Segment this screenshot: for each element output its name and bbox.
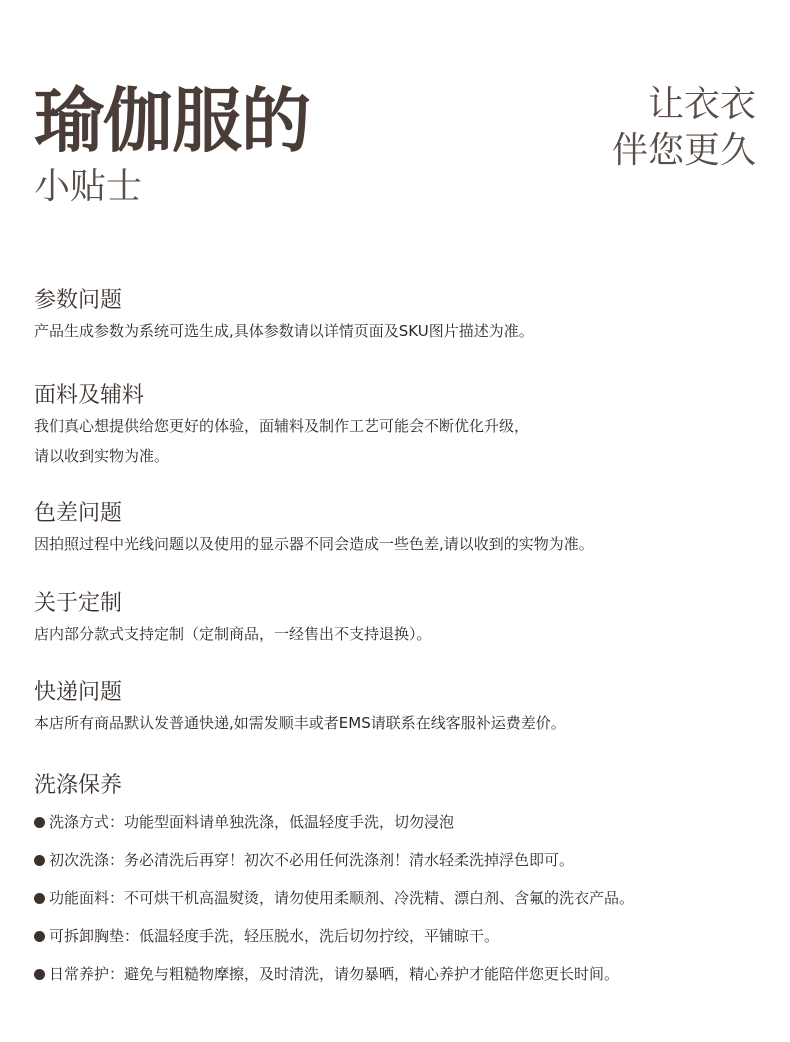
bullet-icon: [34, 893, 45, 904]
slogan-line-1: 让衣衣: [647, 84, 756, 125]
section-text: 店内部分款式支持定制（定制商品，一经售出不支持退换）。: [34, 625, 432, 643]
care-item-text: 功能面料：不可烘干机高温熨烫，请勿使用柔顺剂、冷洗精、漂白剂、含氟的洗衣产品。: [49, 889, 635, 907]
care-item-text: 可拆卸胸垫：低温轻度手洗，轻压脱水，洗后切勿拧绞，平铺晾干。: [49, 927, 500, 945]
section-heading: 面料及辅料: [34, 383, 145, 408]
list-item: [34, 841, 634, 879]
page-title: 瑜伽服的: [34, 80, 310, 162]
bullet-icon: [34, 817, 45, 828]
care-item-text: 洗涤方式：功能型面料请单独洗涤，低温轻度手洗，切勿浸泡: [49, 813, 455, 831]
section-color-difference: [34, 499, 594, 559]
section-text: 我们真心想提供给您更好的体验，面辅料及制作工艺可能会不断优化升级，: [34, 417, 530, 435]
section-heading: 洗涤保养: [34, 773, 123, 798]
section-text: 因拍照过程中光线问题以及使用的显示器不同会造成一些色差,请以收到的实物为准。: [34, 535, 594, 553]
bullet-icon: [34, 969, 45, 980]
section-fabric: [34, 381, 529, 471]
section-heading: 快递问题: [34, 680, 123, 705]
slogan: [612, 82, 756, 174]
section-text: 请以收到实物为准。: [34, 447, 170, 465]
page-subtitle: 小贴士: [34, 166, 143, 207]
bullet-icon: [34, 855, 45, 866]
list-item: [34, 955, 634, 993]
list-item: [34, 879, 634, 917]
section-text: 产品生成参数为系统可选生成,具体参数请以详情页面及SKU图片描述为准。: [34, 322, 534, 340]
slogan-line-2: 伴您更久: [611, 130, 756, 171]
section-care: [34, 771, 634, 993]
section-heading: 色差问题: [34, 501, 123, 526]
bullet-icon: [34, 931, 45, 942]
section-heading: 参数问题: [34, 288, 123, 313]
care-item-text: 初次洗涤：务必清洗后再穿！初次不必用任何洗涤剂！清水轻柔洗掉浮色即可。: [49, 851, 575, 869]
list-item: [34, 917, 634, 955]
section-parameters: [34, 286, 534, 346]
care-list: [34, 803, 634, 993]
list-item: [34, 803, 634, 841]
section-customization: [34, 589, 432, 649]
care-item-text: 日常养护：避免与粗糙物摩擦，及时清洗，请勿暴晒，精心养护才能陪伴您更长时间。: [49, 965, 620, 983]
section-text: 本店所有商品默认发普通快递,如需发顺丰或者EMS请联系在线客服补运费差价。: [34, 714, 566, 732]
section-heading: 关于定制: [34, 591, 123, 616]
section-shipping: [34, 678, 566, 738]
